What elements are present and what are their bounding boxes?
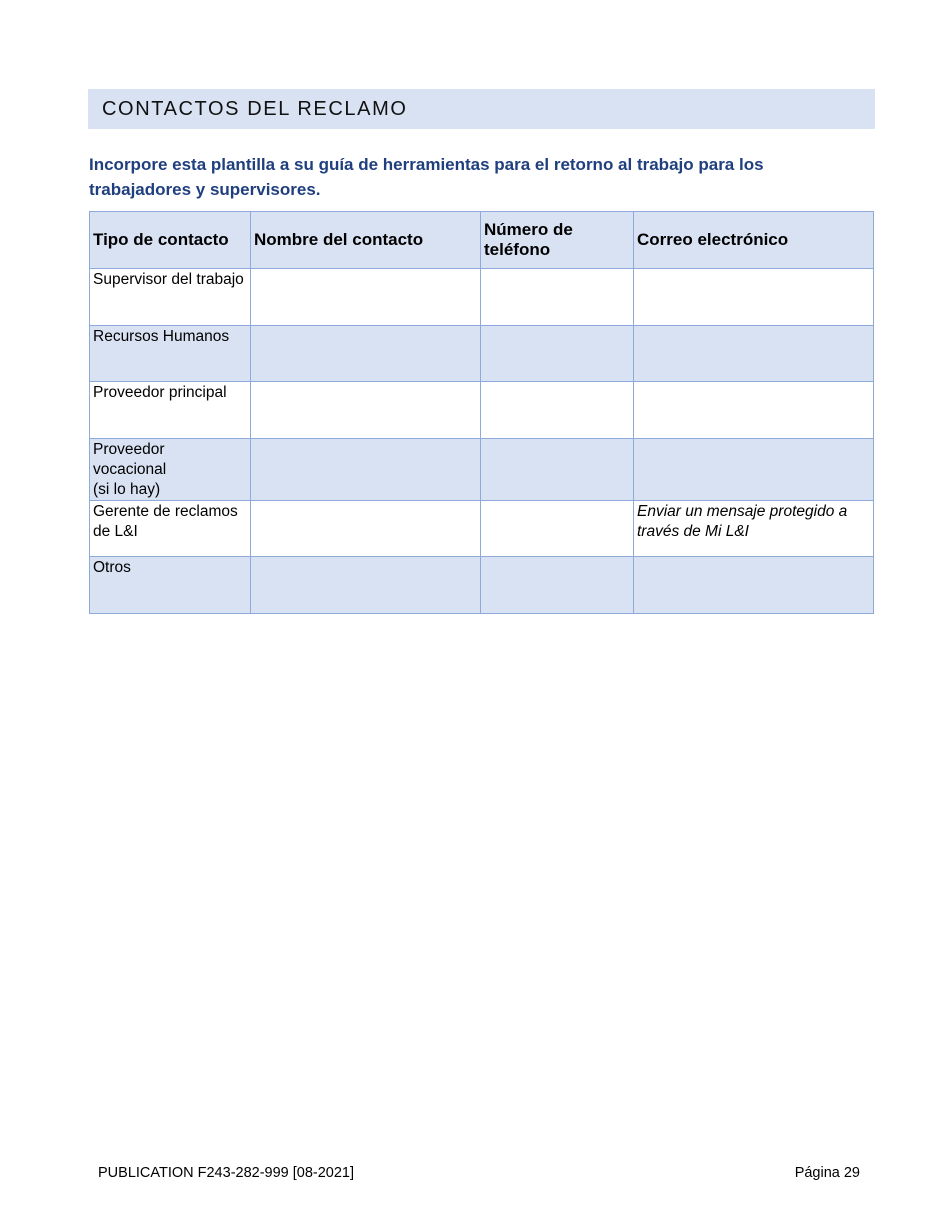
contact-name-cell[interactable] <box>251 557 481 614</box>
header-phone-number: Número de teléfono <box>481 212 634 269</box>
contact-type-cell: Otros <box>90 557 251 614</box>
type-line: Proveedor <box>93 441 165 458</box>
contact-name-cell[interactable] <box>251 382 481 439</box>
email-cell[interactable] <box>634 439 874 501</box>
header-contact-type: Tipo de contacto <box>90 212 251 269</box>
header-email: Correo electrónico <box>634 212 874 269</box>
email-cell[interactable] <box>634 326 874 382</box>
phone-cell[interactable] <box>481 557 634 614</box>
email-cell: Enviar un mensaje protegido a través de Mi L&I <box>634 501 874 557</box>
contacts-table <box>89 211 874 614</box>
table-row <box>90 557 874 614</box>
phone-cell[interactable] <box>481 326 634 382</box>
section-title: CONTACTOS DEL RECLAMO <box>102 97 408 120</box>
publication-footer: PUBLICATION F243-282-999 [08-2021] <box>98 1165 355 1181</box>
header-contact-name: Nombre del contacto <box>251 212 481 269</box>
email-cell[interactable] <box>634 269 874 326</box>
type-line: (si lo hay) <box>93 481 161 498</box>
table-row <box>90 382 874 439</box>
contact-name-cell[interactable] <box>251 326 481 382</box>
phone-cell[interactable] <box>481 382 634 439</box>
phone-cell[interactable] <box>481 501 634 557</box>
table-row <box>90 501 874 557</box>
contact-name-cell[interactable] <box>251 501 481 557</box>
section-header <box>88 89 875 129</box>
email-cell[interactable] <box>634 382 874 439</box>
phone-cell[interactable] <box>481 439 634 501</box>
table-row <box>90 326 874 382</box>
table-header-row <box>90 212 874 269</box>
contact-type-cell: Gerente de reclamos de L&I <box>90 501 251 557</box>
contact-type-cell <box>90 439 251 501</box>
contact-name-cell[interactable] <box>251 439 481 501</box>
contact-name-cell[interactable] <box>251 269 481 326</box>
contact-type-cell: Recursos Humanos <box>90 326 251 382</box>
table-row <box>90 269 874 326</box>
intro-text: Incorpore esta plantilla a su guía de herramientas para el retorno al trabajo para los trabajadores y supervisores. <box>89 155 764 199</box>
contact-type-cell: Supervisor del trabajo <box>90 269 251 326</box>
phone-cell[interactable] <box>481 269 634 326</box>
contact-type-cell: Proveedor principal <box>90 382 251 439</box>
page-number: Página 29 <box>794 1165 860 1181</box>
type-line: vocacional <box>93 461 167 478</box>
table-row <box>90 439 874 501</box>
email-cell[interactable] <box>634 557 874 614</box>
